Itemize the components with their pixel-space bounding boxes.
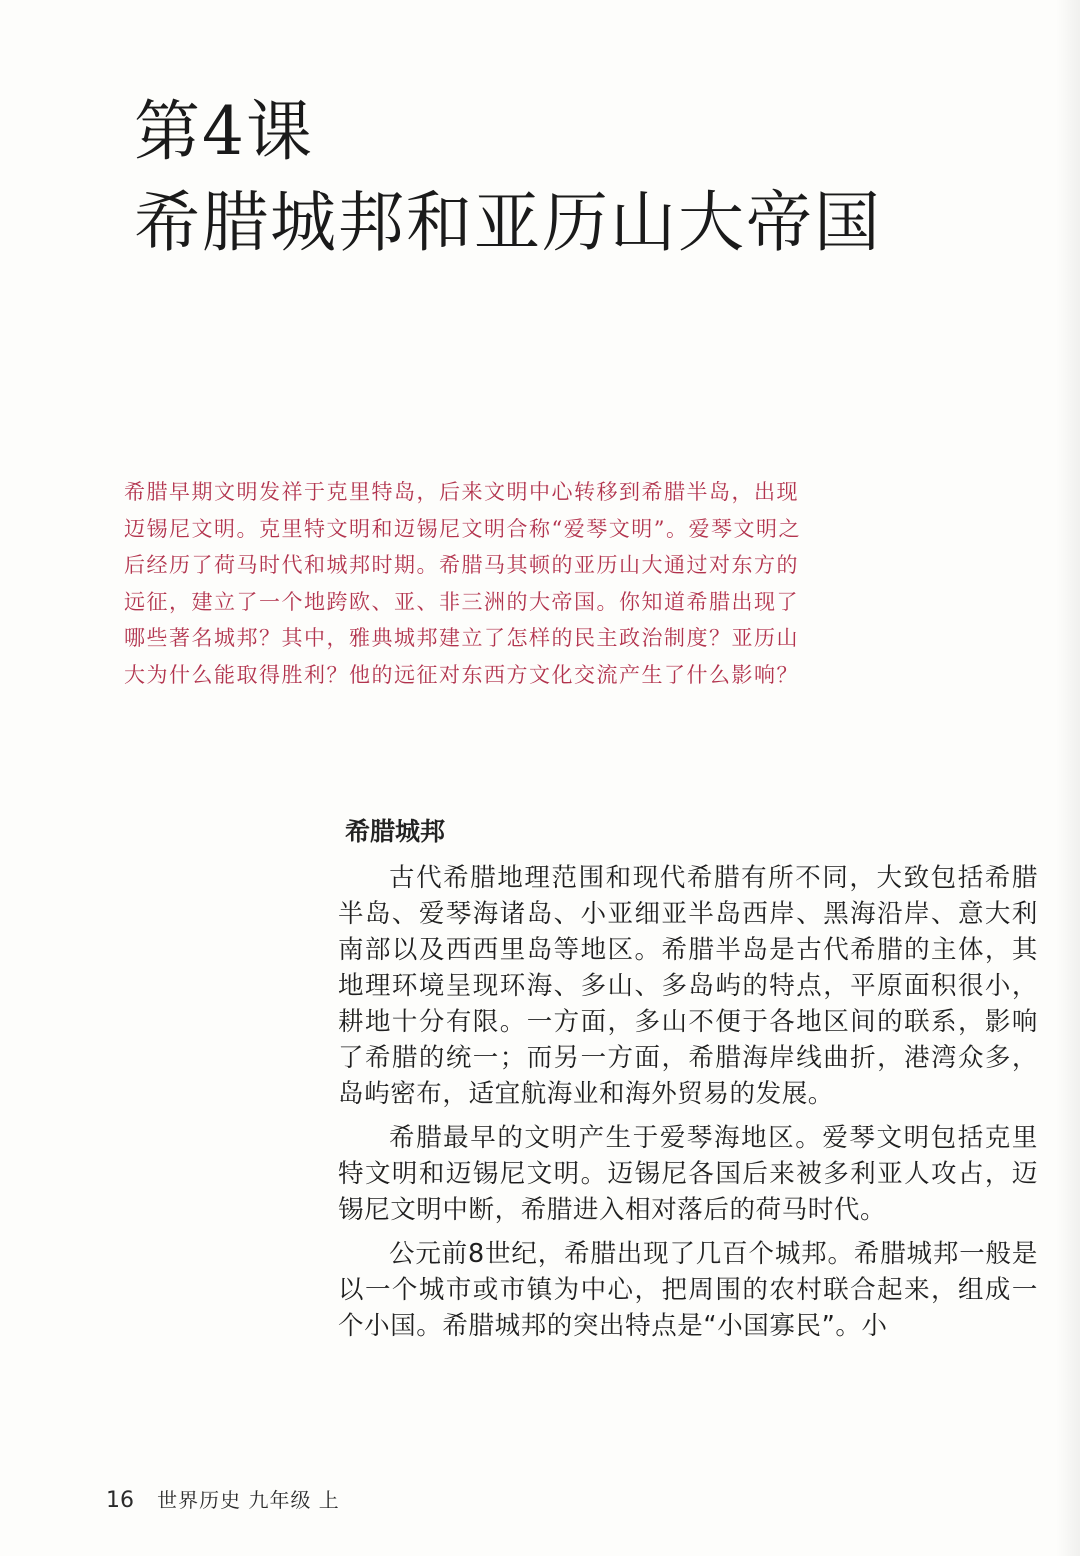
page-edge-shadow — [1056, 0, 1080, 1556]
section-body — [338, 860, 1038, 1352]
body-paragraph-1: 古代希腊地理范围和现代希腊有所不同，大致包括希腊半岛、爱琴海诸岛、小亚细亚半岛西岸、黑海沿岸、意大利南部以及西西里岛等地区。希腊半岛是古代希腊的主体，其地理环境呈现环海、多山、多岛屿的特点，平原面积很小，耕地十分有限。一方面，多山不便于各地区间的联系，影响了希腊的统一；而另一方面，希腊海岸线曲折，港湾众多，岛屿密布，适宜航海业和海外贸易的发展。 — [338, 863, 1038, 1109]
page-number: 16 — [106, 1488, 134, 1513]
lesson-number: 第4课 — [134, 93, 314, 170]
body-paragraph-2: 希腊最早的文明产生于爱琴海地区。爱琴文明包括克里特文明和迈锡尼文明。迈锡尼各国后来被多利亚人攻占，迈锡尼文明中断，希腊进入相对落后的荷马时代。 — [338, 1123, 1038, 1225]
running-title: 世界历史 九年级 上 — [157, 1488, 340, 1512]
body-paragraph-3: 公元前8世纪，希腊出现了几百个城邦。希腊城邦一般是以一个城市或市镇为中心，把周围的农村联合起来，组成一个小国。希腊城邦的突出特点是“小国寡民”。小 — [338, 1239, 1038, 1341]
intro-paragraph: 希腊早期文明发祥于克里特岛，后来文明中心转移到希腊半岛，出现迈锡尼文明。克里特文明和迈锡尼文明合称“爱琴文明”。爱琴文明之后经历了荷马时代和城邦时期。希腊马其顿的亚历山大通过对东方的远征，建立了一个地跨欧、亚、非三洲的大帝国。你知道希腊出现了哪些著名城邦？其中，雅典城邦建立了怎样的民主政治制度？亚历山大为什么能取得胜利？他的远征对东西方文化交流产生了什么影响？ — [124, 480, 801, 687]
lesson-title: 希腊城邦和亚历山大帝国 — [134, 184, 882, 261]
page-footer — [106, 1484, 340, 1513]
section-heading: 希腊城邦 — [345, 817, 446, 846]
